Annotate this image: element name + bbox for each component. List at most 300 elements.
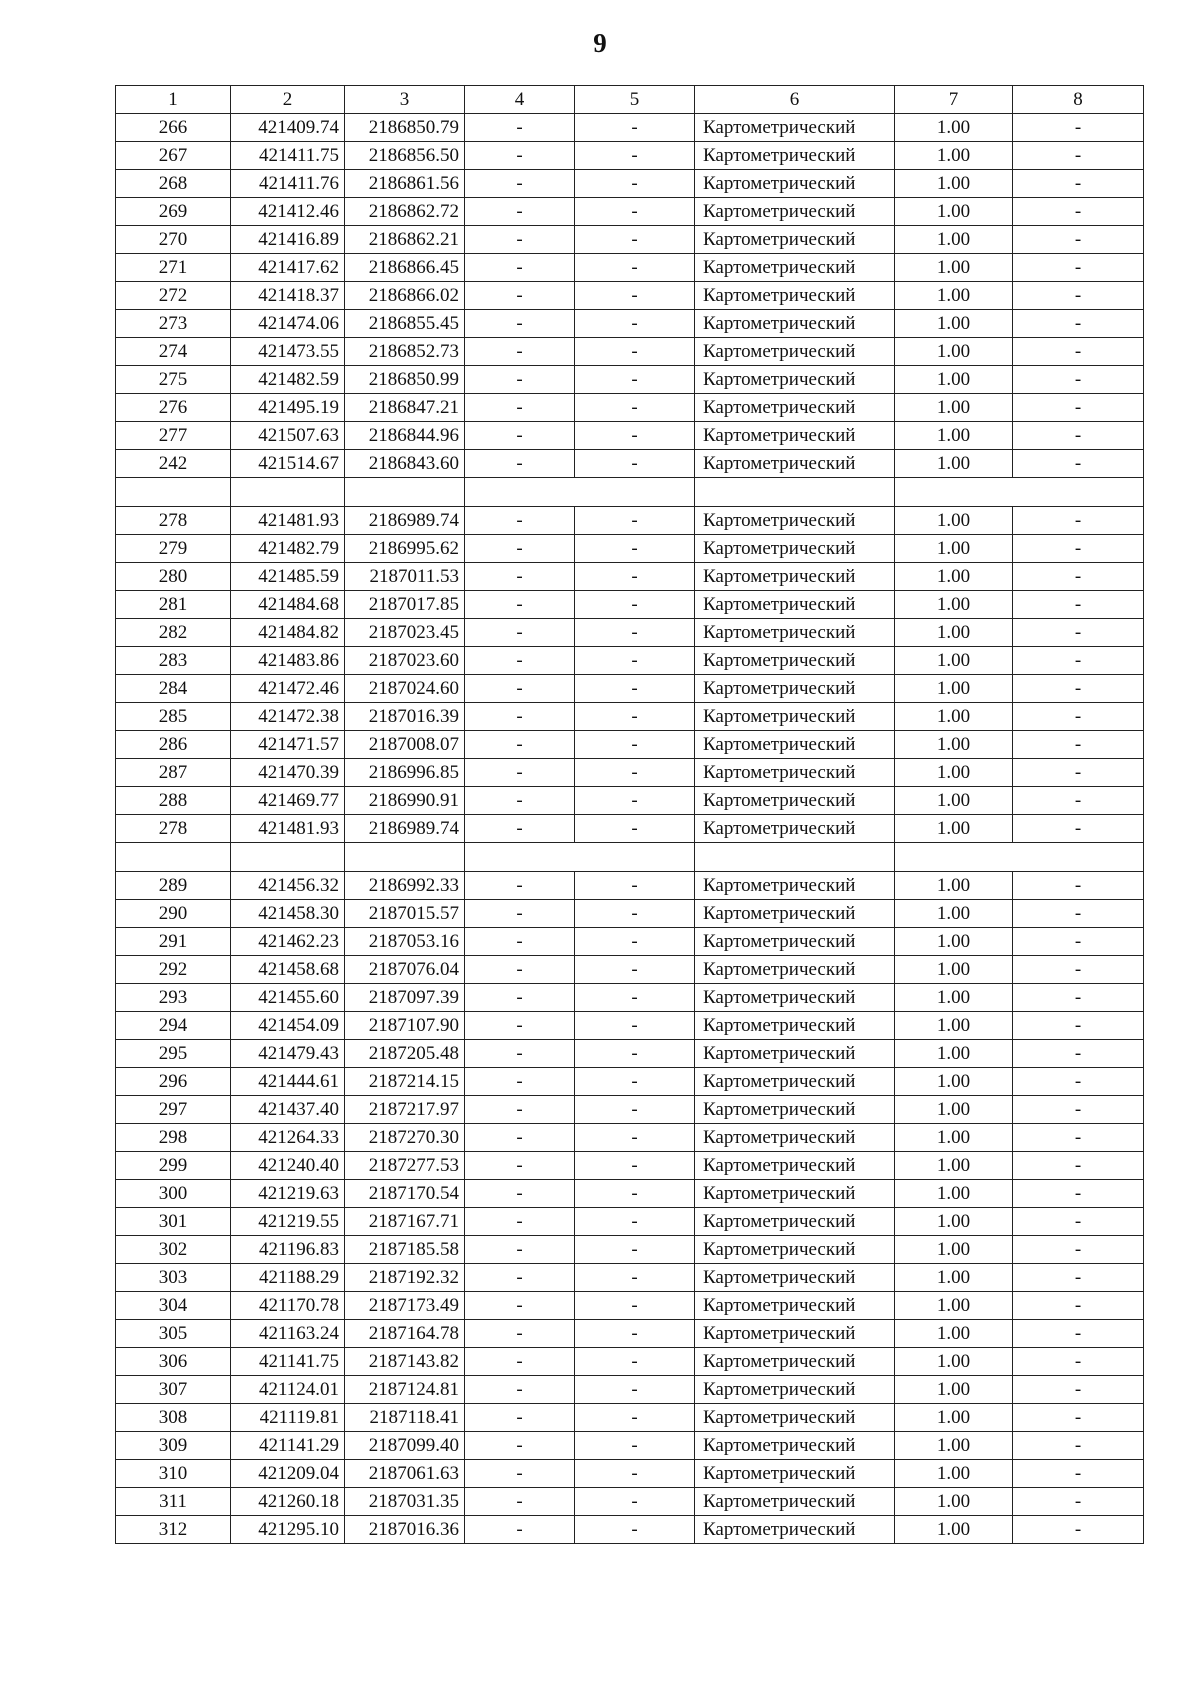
determination-method-cell: Картометрический (695, 422, 895, 450)
coord-y-cell: 2186852.73 (345, 338, 465, 366)
point-number-cell: 295 (116, 1040, 231, 1068)
coord-x-cell: 421209.04 (231, 1460, 345, 1488)
coord-y-cell: 2187016.36 (345, 1516, 465, 1544)
col-5-cell: - (575, 872, 695, 900)
determination-method-cell: Картометрический (695, 254, 895, 282)
determination-method-cell: Картометрический (695, 338, 895, 366)
coord-y-cell: 2186992.33 (345, 872, 465, 900)
col-5-cell: - (575, 1040, 695, 1068)
coord-y-cell: 2187143.82 (345, 1348, 465, 1376)
determination-method-cell: Картометрический (695, 1460, 895, 1488)
determination-method-cell: Картометрический (695, 1236, 895, 1264)
point-number-cell: 310 (116, 1460, 231, 1488)
col-8-cell: - (1013, 1320, 1144, 1348)
col-4-cell: - (465, 338, 575, 366)
coordinates-table (115, 85, 1144, 1544)
coord-x-cell: 421141.75 (231, 1348, 345, 1376)
determination-method-cell: Картометрический (695, 591, 895, 619)
coord-x-cell: 421170.78 (231, 1292, 345, 1320)
coord-y-cell: 2187097.39 (345, 984, 465, 1012)
col-5-cell: - (575, 1236, 695, 1264)
col-8-cell: - (1013, 1208, 1144, 1236)
col-4-cell: - (465, 1208, 575, 1236)
col-4-cell: - (465, 170, 575, 198)
coord-y-cell: 2187173.49 (345, 1292, 465, 1320)
col-4-cell: - (465, 1180, 575, 1208)
col-4-cell: - (465, 984, 575, 1012)
table-row (116, 647, 1144, 675)
coord-x-cell: 421418.37 (231, 282, 345, 310)
col-8-cell: - (1013, 254, 1144, 282)
point-number-cell: 296 (116, 1068, 231, 1096)
coord-x-cell: 421472.38 (231, 703, 345, 731)
col-8-cell: - (1013, 338, 1144, 366)
coord-y-cell: 2186850.99 (345, 366, 465, 394)
accuracy-cell: 1.00 (895, 1152, 1013, 1180)
point-number-cell: 272 (116, 282, 231, 310)
col-8-cell: - (1013, 1236, 1144, 1264)
col-5-cell: - (575, 787, 695, 815)
col-8-cell: - (1013, 928, 1144, 956)
coord-x-cell: 421417.62 (231, 254, 345, 282)
coord-x-cell: 421473.55 (231, 338, 345, 366)
col-8-cell: - (1013, 450, 1144, 478)
point-number-cell: 280 (116, 563, 231, 591)
coord-y-cell: 2187076.04 (345, 956, 465, 984)
accuracy-cell: 1.00 (895, 422, 1013, 450)
point-number-cell: 270 (116, 226, 231, 254)
table-row (116, 450, 1144, 478)
table-row (116, 422, 1144, 450)
table-row (116, 1264, 1144, 1292)
table-separator-row (116, 478, 1144, 507)
col-4-cell: - (465, 675, 575, 703)
coord-x-cell: 421188.29 (231, 1264, 345, 1292)
col-8-cell: - (1013, 787, 1144, 815)
col-4-cell: - (465, 647, 575, 675)
determination-method-cell: Картометрический (695, 731, 895, 759)
coord-x-cell: 421454.09 (231, 1012, 345, 1040)
determination-method-cell: Картометрический (695, 787, 895, 815)
accuracy-cell: 1.00 (895, 254, 1013, 282)
point-number-cell: 268 (116, 170, 231, 198)
col-8-cell: - (1013, 226, 1144, 254)
table-row (116, 1040, 1144, 1068)
point-number-cell: 307 (116, 1376, 231, 1404)
col-5-cell: - (575, 759, 695, 787)
coord-y-cell: 2186989.74 (345, 507, 465, 535)
coord-y-cell: 2186844.96 (345, 422, 465, 450)
coord-y-cell: 2186847.21 (345, 394, 465, 422)
col-8-cell: - (1013, 619, 1144, 647)
determination-method-cell: Картометрический (695, 1040, 895, 1068)
col-4-cell: - (465, 1488, 575, 1516)
coord-x-cell: 421471.57 (231, 731, 345, 759)
col-4-cell: - (465, 1460, 575, 1488)
col-4-cell: - (465, 1432, 575, 1460)
col-4-cell: - (465, 956, 575, 984)
coord-x-cell: 421219.63 (231, 1180, 345, 1208)
coord-y-cell: 2187023.60 (345, 647, 465, 675)
col-5-cell: - (575, 731, 695, 759)
col-4-cell: - (465, 282, 575, 310)
accuracy-cell: 1.00 (895, 535, 1013, 563)
col-5-cell: - (575, 1012, 695, 1040)
coord-x-cell: 421482.79 (231, 535, 345, 563)
col-4-cell: - (465, 731, 575, 759)
accuracy-cell: 1.00 (895, 647, 1013, 675)
determination-method-cell: Картометрический (695, 198, 895, 226)
coord-x-cell: 421462.23 (231, 928, 345, 956)
table-row (116, 142, 1144, 170)
col-5-cell: - (575, 1460, 695, 1488)
col-5-cell: - (575, 1096, 695, 1124)
coord-y-cell: 2186866.02 (345, 282, 465, 310)
coord-x-cell: 421507.63 (231, 422, 345, 450)
col-5-cell: - (575, 1068, 695, 1096)
table-row (116, 872, 1144, 900)
col-8-cell: - (1013, 170, 1144, 198)
accuracy-cell: 1.00 (895, 900, 1013, 928)
table-row (116, 1124, 1144, 1152)
table-row (116, 226, 1144, 254)
empty-cell (465, 478, 695, 507)
col-8-cell: - (1013, 1012, 1144, 1040)
accuracy-cell: 1.00 (895, 759, 1013, 787)
coord-y-cell: 2187008.07 (345, 731, 465, 759)
col-8-cell: - (1013, 1180, 1144, 1208)
accuracy-cell: 1.00 (895, 1180, 1013, 1208)
empty-cell (695, 843, 895, 872)
col-8-cell: - (1013, 759, 1144, 787)
col-8-cell: - (1013, 1460, 1144, 1488)
coord-y-cell: 2186861.56 (345, 170, 465, 198)
coord-y-cell: 2187024.60 (345, 675, 465, 703)
table-row (116, 394, 1144, 422)
col-8-cell: - (1013, 535, 1144, 563)
col-8-cell: - (1013, 1432, 1144, 1460)
col-5-cell: - (575, 198, 695, 226)
coord-y-cell: 2187185.58 (345, 1236, 465, 1264)
col-4-cell: - (465, 928, 575, 956)
point-number-cell: 278 (116, 815, 231, 843)
col-5-cell: - (575, 1404, 695, 1432)
col-5-cell: - (575, 1348, 695, 1376)
point-number-cell: 294 (116, 1012, 231, 1040)
accuracy-cell: 1.00 (895, 731, 1013, 759)
coord-x-cell: 421412.46 (231, 198, 345, 226)
accuracy-cell: 1.00 (895, 1040, 1013, 1068)
col-5-cell: - (575, 535, 695, 563)
col-4-cell: - (465, 1348, 575, 1376)
accuracy-cell: 1.00 (895, 1124, 1013, 1152)
accuracy-cell: 1.00 (895, 928, 1013, 956)
determination-method-cell: Картометрический (695, 310, 895, 338)
accuracy-cell: 1.00 (895, 1432, 1013, 1460)
coord-x-cell: 421416.89 (231, 226, 345, 254)
table-row (116, 338, 1144, 366)
empty-cell (116, 843, 231, 872)
accuracy-cell: 1.00 (895, 170, 1013, 198)
coord-y-cell: 2187270.30 (345, 1124, 465, 1152)
col-5-cell: - (575, 507, 695, 535)
accuracy-cell: 1.00 (895, 142, 1013, 170)
table-row (116, 591, 1144, 619)
accuracy-cell: 1.00 (895, 1516, 1013, 1544)
determination-method-cell: Картометрический (695, 1348, 895, 1376)
col-4-cell: - (465, 619, 575, 647)
table-row (116, 815, 1144, 843)
coord-y-cell: 2187015.57 (345, 900, 465, 928)
accuracy-cell: 1.00 (895, 1320, 1013, 1348)
coord-x-cell: 421264.33 (231, 1124, 345, 1152)
point-number-cell: 267 (116, 142, 231, 170)
col-4-cell: - (465, 1068, 575, 1096)
table-row (116, 900, 1144, 928)
col-8-cell: - (1013, 1292, 1144, 1320)
col-5-cell: - (575, 647, 695, 675)
accuracy-cell: 1.00 (895, 1068, 1013, 1096)
accuracy-cell: 1.00 (895, 1376, 1013, 1404)
point-number-cell: 242 (116, 450, 231, 478)
determination-method-cell: Картометрический (695, 170, 895, 198)
determination-method-cell: Картометрический (695, 1068, 895, 1096)
col-5-cell: - (575, 1124, 695, 1152)
point-number-cell: 283 (116, 647, 231, 675)
table-row (116, 1068, 1144, 1096)
point-number-cell: 286 (116, 731, 231, 759)
col-8-cell: - (1013, 675, 1144, 703)
col-4-cell: - (465, 1012, 575, 1040)
coord-x-cell: 421455.60 (231, 984, 345, 1012)
accuracy-cell: 1.00 (895, 1096, 1013, 1124)
col-5-cell: - (575, 1320, 695, 1348)
col-5-cell: - (575, 1180, 695, 1208)
accuracy-cell: 1.00 (895, 394, 1013, 422)
table-row (116, 507, 1144, 535)
col-5-cell: - (575, 675, 695, 703)
coord-y-cell: 2187016.39 (345, 703, 465, 731)
accuracy-cell: 1.00 (895, 675, 1013, 703)
coord-x-cell: 421495.19 (231, 394, 345, 422)
determination-method-cell: Картометрический (695, 1124, 895, 1152)
point-number-cell: 282 (116, 619, 231, 647)
determination-method-cell: Картометрический (695, 1376, 895, 1404)
col-4-cell: - (465, 198, 575, 226)
column-header: 6 (695, 86, 895, 114)
accuracy-cell: 1.00 (895, 1264, 1013, 1292)
point-number-cell: 311 (116, 1488, 231, 1516)
coord-x-cell: 421481.93 (231, 507, 345, 535)
coord-y-cell: 2187118.41 (345, 1404, 465, 1432)
coord-x-cell: 421437.40 (231, 1096, 345, 1124)
determination-method-cell: Картометрический (695, 226, 895, 254)
point-number-cell: 301 (116, 1208, 231, 1236)
col-8-cell: - (1013, 1152, 1144, 1180)
coord-x-cell: 421444.61 (231, 1068, 345, 1096)
table-row (116, 282, 1144, 310)
col-8-cell: - (1013, 815, 1144, 843)
coord-y-cell: 2186995.62 (345, 535, 465, 563)
table-row (116, 1376, 1144, 1404)
table-row (116, 619, 1144, 647)
coord-y-cell: 2187124.81 (345, 1376, 465, 1404)
col-5-cell: - (575, 1152, 695, 1180)
col-8-cell: - (1013, 591, 1144, 619)
table-row (116, 366, 1144, 394)
col-5-cell: - (575, 170, 695, 198)
determination-method-cell: Картометрический (695, 282, 895, 310)
coord-y-cell: 2186990.91 (345, 787, 465, 815)
point-number-cell: 284 (116, 675, 231, 703)
point-number-cell: 308 (116, 1404, 231, 1432)
col-5-cell: - (575, 422, 695, 450)
table-row (116, 1180, 1144, 1208)
point-number-cell: 276 (116, 394, 231, 422)
determination-method-cell: Картометрический (695, 1516, 895, 1544)
col-4-cell: - (465, 900, 575, 928)
col-8-cell: - (1013, 872, 1144, 900)
col-8-cell: - (1013, 1068, 1144, 1096)
coord-x-cell: 421409.74 (231, 114, 345, 142)
col-4-cell: - (465, 1404, 575, 1432)
col-5-cell: - (575, 619, 695, 647)
accuracy-cell: 1.00 (895, 1404, 1013, 1432)
table-row (116, 535, 1144, 563)
coord-y-cell: 2186996.85 (345, 759, 465, 787)
table-row (116, 114, 1144, 142)
coord-y-cell: 2187167.71 (345, 1208, 465, 1236)
accuracy-cell: 1.00 (895, 1488, 1013, 1516)
coord-x-cell: 421260.18 (231, 1488, 345, 1516)
accuracy-cell: 1.00 (895, 1012, 1013, 1040)
col-5-cell: - (575, 1292, 695, 1320)
col-4-cell: - (465, 450, 575, 478)
col-8-cell: - (1013, 114, 1144, 142)
coord-y-cell: 2186850.79 (345, 114, 465, 142)
empty-cell (231, 843, 345, 872)
accuracy-cell: 1.00 (895, 338, 1013, 366)
table-separator-row (116, 843, 1144, 872)
col-4-cell: - (465, 787, 575, 815)
determination-method-cell: Картометрический (695, 1012, 895, 1040)
col-8-cell: - (1013, 507, 1144, 535)
col-8-cell: - (1013, 703, 1144, 731)
point-number-cell: 273 (116, 310, 231, 338)
point-number-cell: 293 (116, 984, 231, 1012)
determination-method-cell: Картометрический (695, 450, 895, 478)
table-row (116, 759, 1144, 787)
table-body (116, 114, 1144, 1544)
col-4-cell: - (465, 394, 575, 422)
point-number-cell: 304 (116, 1292, 231, 1320)
point-number-cell: 281 (116, 591, 231, 619)
col-8-cell: - (1013, 1348, 1144, 1376)
coord-y-cell: 2187053.16 (345, 928, 465, 956)
accuracy-cell: 1.00 (895, 198, 1013, 226)
col-5-cell: - (575, 563, 695, 591)
point-number-cell: 285 (116, 703, 231, 731)
table-row (116, 928, 1144, 956)
coord-x-cell: 421482.59 (231, 366, 345, 394)
determination-method-cell: Картометрический (695, 956, 895, 984)
col-5-cell: - (575, 338, 695, 366)
col-5-cell: - (575, 226, 695, 254)
point-number-cell: 290 (116, 900, 231, 928)
col-8-cell: - (1013, 984, 1144, 1012)
determination-method-cell: Картометрический (695, 114, 895, 142)
coord-x-cell: 421295.10 (231, 1516, 345, 1544)
accuracy-cell: 1.00 (895, 1208, 1013, 1236)
col-8-cell: - (1013, 1124, 1144, 1152)
coord-x-cell: 421474.06 (231, 310, 345, 338)
col-8-cell: - (1013, 563, 1144, 591)
col-8-cell: - (1013, 366, 1144, 394)
col-8-cell: - (1013, 1404, 1144, 1432)
col-4-cell: - (465, 535, 575, 563)
accuracy-cell: 1.00 (895, 563, 1013, 591)
table-row (116, 1096, 1144, 1124)
col-4-cell: - (465, 310, 575, 338)
determination-method-cell: Картометрический (695, 900, 895, 928)
point-number-cell: 289 (116, 872, 231, 900)
coord-x-cell: 421470.39 (231, 759, 345, 787)
coord-y-cell: 2187170.54 (345, 1180, 465, 1208)
table-row (116, 170, 1144, 198)
coord-y-cell: 2186856.50 (345, 142, 465, 170)
determination-method-cell: Картометрический (695, 563, 895, 591)
coord-y-cell: 2186862.21 (345, 226, 465, 254)
determination-method-cell: Картометрический (695, 815, 895, 843)
point-number-cell: 300 (116, 1180, 231, 1208)
point-number-cell: 305 (116, 1320, 231, 1348)
col-8-cell: - (1013, 394, 1144, 422)
col-8-cell: - (1013, 900, 1144, 928)
col-4-cell: - (465, 1320, 575, 1348)
col-4-cell: - (465, 815, 575, 843)
col-5-cell: - (575, 1432, 695, 1460)
coord-x-cell: 421458.68 (231, 956, 345, 984)
point-number-cell: 309 (116, 1432, 231, 1460)
col-5-cell: - (575, 900, 695, 928)
accuracy-cell: 1.00 (895, 591, 1013, 619)
point-number-cell: 298 (116, 1124, 231, 1152)
col-4-cell: - (465, 507, 575, 535)
col-8-cell: - (1013, 1040, 1144, 1068)
coord-x-cell: 421485.59 (231, 563, 345, 591)
col-4-cell: - (465, 142, 575, 170)
coord-y-cell: 2187099.40 (345, 1432, 465, 1460)
point-number-cell: 303 (116, 1264, 231, 1292)
column-header: 2 (231, 86, 345, 114)
col-8-cell: - (1013, 1376, 1144, 1404)
col-5-cell: - (575, 956, 695, 984)
coord-x-cell: 421124.01 (231, 1376, 345, 1404)
point-number-cell: 278 (116, 507, 231, 535)
point-number-cell: 302 (116, 1236, 231, 1264)
col-8-cell: - (1013, 956, 1144, 984)
table-row (116, 956, 1144, 984)
determination-method-cell: Картометрический (695, 619, 895, 647)
coord-y-cell: 2187205.48 (345, 1040, 465, 1068)
col-8-cell: - (1013, 731, 1144, 759)
column-header: 1 (116, 86, 231, 114)
col-5-cell: - (575, 984, 695, 1012)
empty-cell (116, 478, 231, 507)
coord-x-cell: 421411.75 (231, 142, 345, 170)
determination-method-cell: Картометрический (695, 394, 895, 422)
page-number: 9 (593, 28, 607, 58)
